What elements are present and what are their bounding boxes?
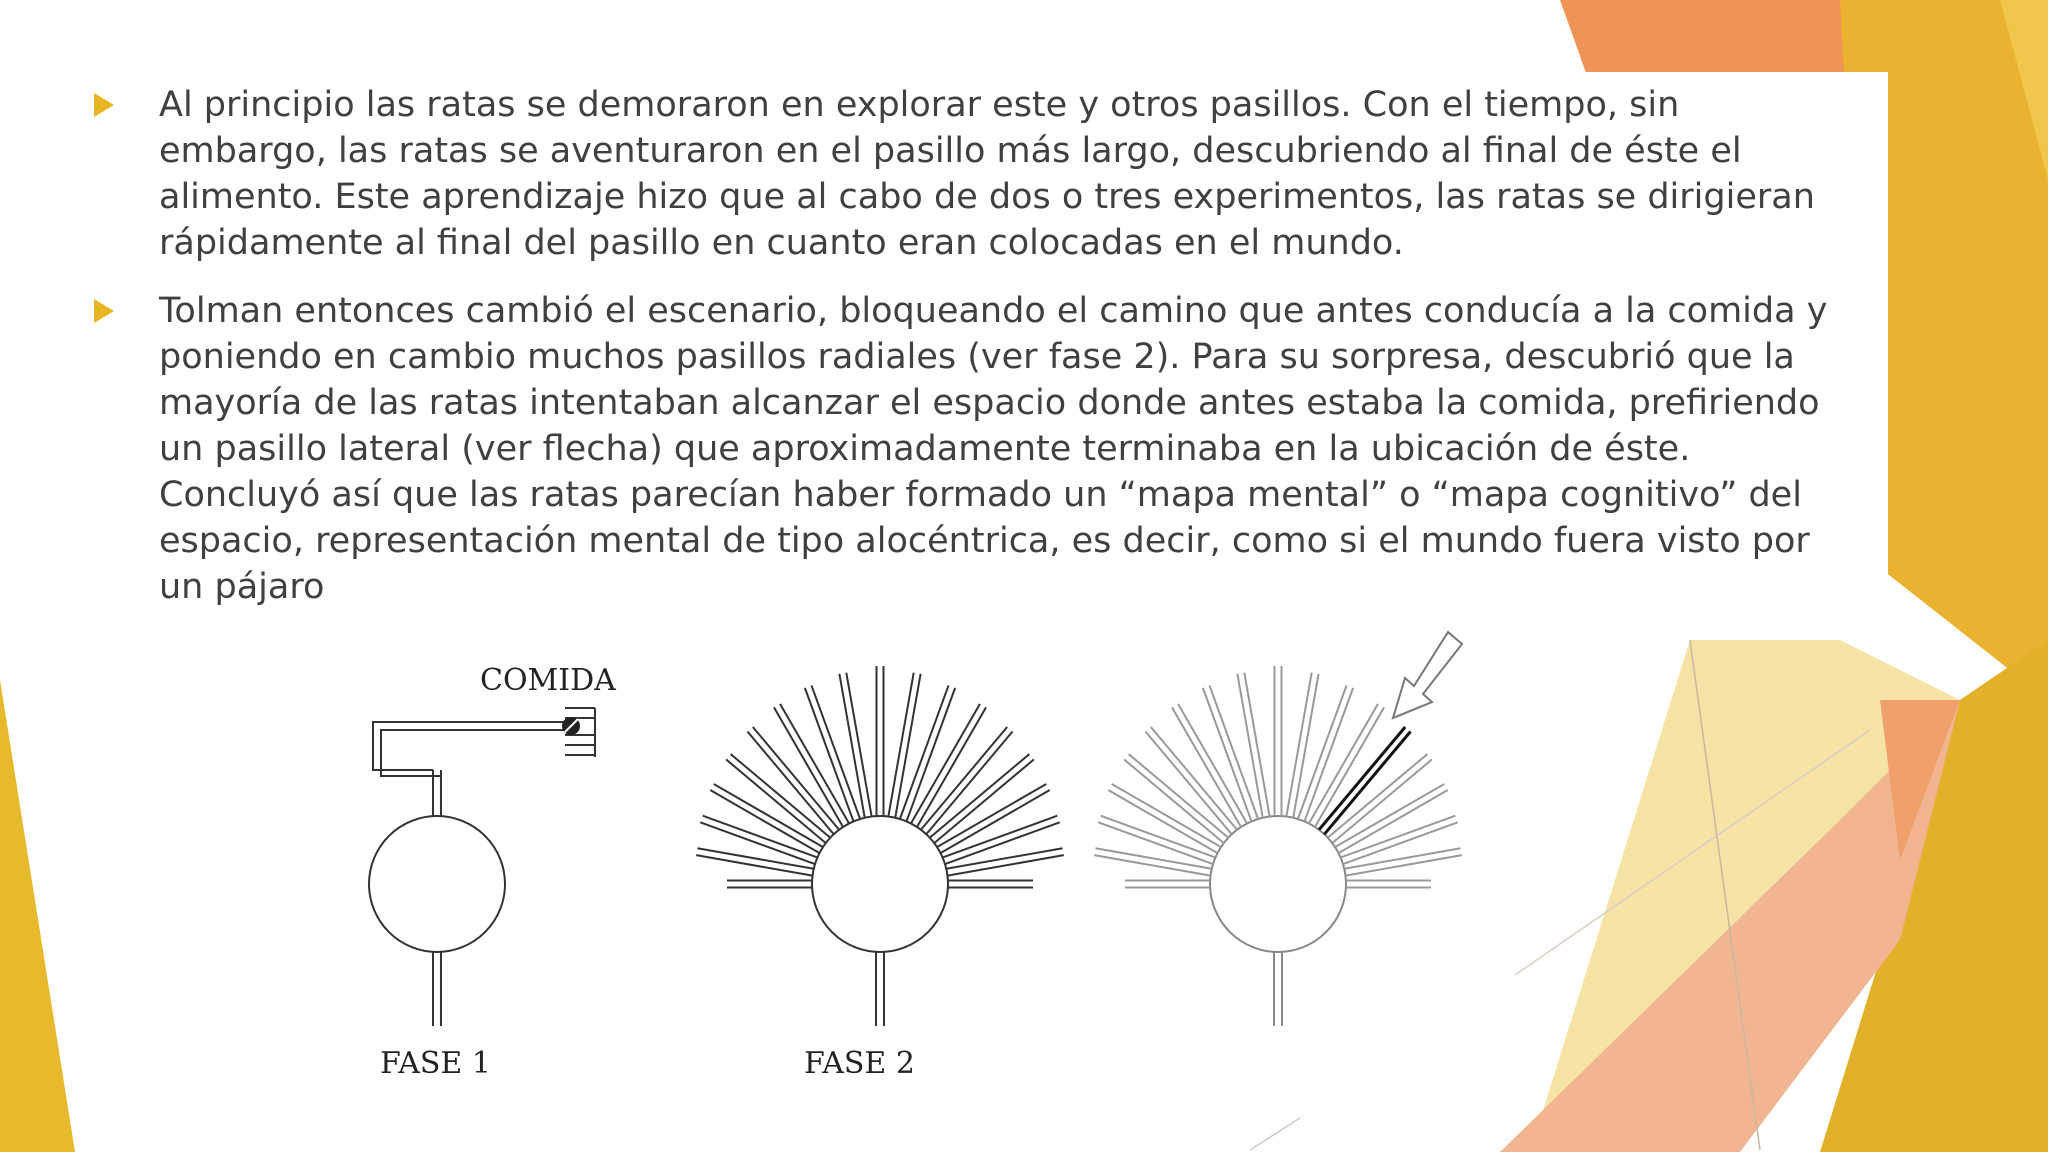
radial-corridor bbox=[1343, 822, 1458, 864]
bullet-paragraph-1 bbox=[102, 82, 1842, 266]
radial-corridor bbox=[1244, 673, 1269, 817]
phase1-label: FASE 1 bbox=[380, 1046, 491, 1081]
phase2-maze bbox=[696, 666, 1064, 1026]
radial-corridor bbox=[846, 673, 871, 817]
radial-corridor bbox=[700, 822, 815, 864]
bullet-text-1: Al principio las ratas se demoraron en explorar este y otros pasillos. Con el tiempo, sin embargo, las ratas se aventuraron en el pasillo más largo, descubriendo al final de éste el alimento. Este aprendizaje hizo que al cabo de dos o tres experimentos, las ratas se dirigieran rápidamente al final del pasillo en cuanto eran colocadas en el mundo. bbox=[159, 85, 1815, 263]
phase2-label: FASE 2 bbox=[804, 1046, 915, 1081]
bg-thin-line-3 bbox=[1250, 1118, 1300, 1150]
phase1-maze bbox=[369, 708, 595, 1026]
radial-corridor bbox=[937, 784, 1046, 847]
arrow-down-left-icon bbox=[1393, 632, 1462, 718]
radial-corridor bbox=[1098, 822, 1213, 864]
bullet-text-2: Tolman entonces cambió el escenario, bloqueando el camino que antes conducía a la comida y poniendo en cambio muchos pasillos radiales (ver fase 2). Para su sorpresa, descubrió que la mayoría de las ratas intentaban alcanzar el espacio donde antes estaba la comida, prefiriendo un pasillo lateral (ver flecha) que aproximadamente terminaba en la ubicación de éste. Concluyó así que las ratas parecían haber formado un “mapa mental” o “mapa cognitivo” del espacio, representación mental de tipo alocéntrica, es decir, como si el mundo fuera visto por un pájaro bbox=[159, 291, 1828, 607]
phase1-start-circle bbox=[369, 816, 505, 952]
text-panel bbox=[80, 72, 1888, 636]
food-label: COMIDA bbox=[480, 663, 616, 698]
phase3-start-circle bbox=[1210, 816, 1346, 952]
triangle-right-icon bbox=[94, 299, 114, 323]
bullet-paragraph-2 bbox=[102, 288, 1842, 610]
radial-corridor bbox=[941, 790, 1050, 853]
radial-corridor bbox=[1112, 784, 1221, 847]
radial-corridor bbox=[710, 790, 819, 853]
bg-facet-left-yellow bbox=[0, 680, 75, 1152]
phase2-start-circle bbox=[812, 816, 948, 952]
radial-corridor bbox=[1335, 784, 1444, 847]
tolman-maze-figure bbox=[110, 620, 1510, 1090]
radial-corridor bbox=[1108, 790, 1217, 853]
phase3-maze bbox=[1094, 666, 1462, 1026]
radial-corridor bbox=[888, 673, 913, 817]
triangle-right-icon bbox=[94, 93, 114, 117]
radial-corridor bbox=[945, 822, 1060, 864]
radial-corridor bbox=[714, 784, 823, 847]
radial-corridor bbox=[1286, 673, 1311, 817]
